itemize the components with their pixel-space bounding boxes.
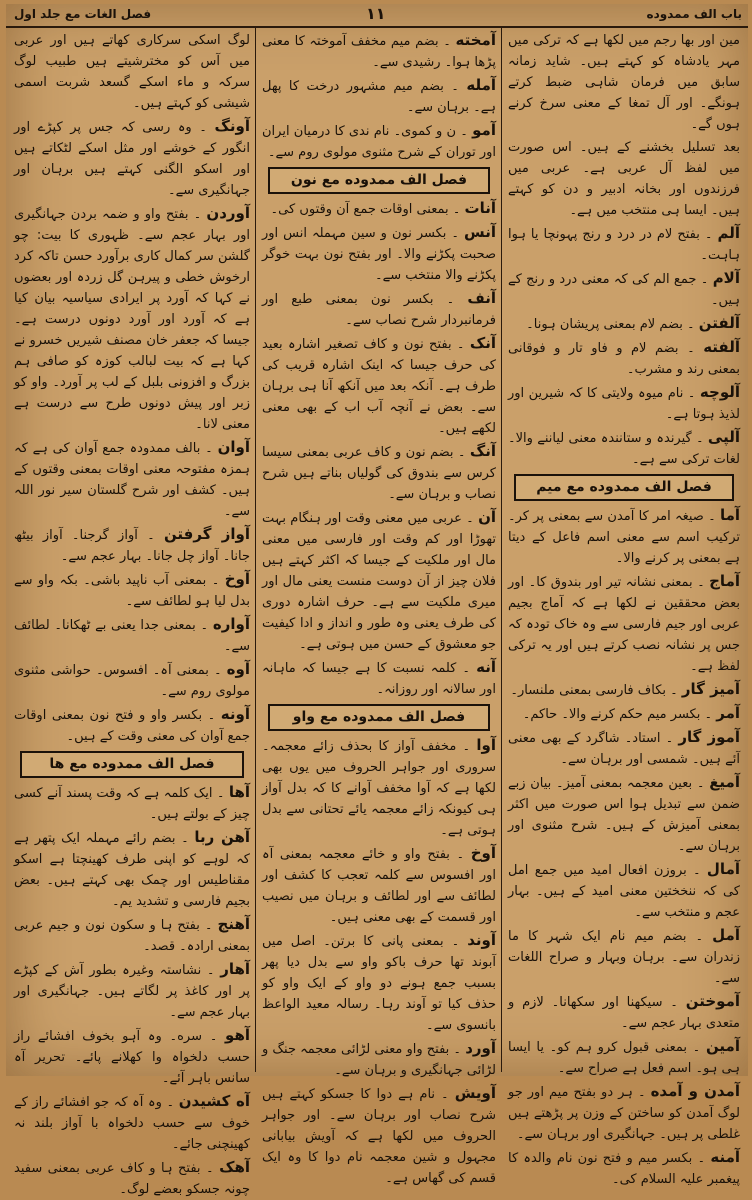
dictionary-entry: آموز گار ۔ استاد۔ شاگرد کے بھی معنی آئے ہیں۔ شمسی اور برہان سے۔ — [508, 728, 740, 767]
section-heading-noon: فصل الف ممدوده مع نون — [268, 167, 490, 194]
entries-group — [262, 30, 496, 163]
entry-headword: آهار — [220, 960, 250, 978]
entry-definition: ہر دو بفتح میم اور جو لوگ آمدن کو ساختن کے وزن پر پڑھتے ہیں غلطی پر ہیں۔ جہانگیری اور برہان سے۔ — [508, 1085, 740, 1142]
entries-group — [262, 198, 496, 700]
entry-definition: جمع الم کی کہ معنی درد و رنج کے ہیں۔ — [508, 272, 740, 308]
entry-definition: بعد تسلیل بخشنے کے ہیں۔ اس صورت میں لفظ آل عربی ہے۔ عربی میں فرزندوں اور بخانہ ادبیر و دن کو کہتے ہیں۔ ایسا ہی منتخب میں ہے۔ — [508, 140, 740, 218]
dictionary-entry: آورد ۔ بفتح واو معنی لڑائی معجمہ جنگ و لڑائی جہانگیری و برہان سے۔ — [262, 1039, 496, 1078]
dictionary-entry: آوا ۔ مخفف آواز کا بحذف زائے معجمہ۔ سروری اور جواہر الحروف میں یوں بھی لکھا ہے کہ آوا مخفف آوانے کا کہ بدل آواز ہی کیونکہ زائے معجمہ یائے تحتانی سے بدل ہوتی ہے۔ — [262, 736, 496, 838]
section-heading-meem: فصل الف ممدوده مع میم — [514, 474, 734, 501]
dictionary-entry: آلپی ۔ گیرندہ و ستانندہ معنی لیاننے والا۔ لغات ترکی سے ہے۔ — [508, 428, 740, 467]
entry-definition: بضم میم مخفف آموختہ کا معنی پڑھا ہوا۔ رشیدی سے۔ — [262, 34, 496, 70]
entry-definition: بمعنی قبول کرو ہم کو۔ یا ایسا ہی ہو۔ اسم فعل ہے صراح سے۔ — [508, 1040, 740, 1076]
entry-definition: بضم نون و کاف عربی بمعنی سیسا کرس سے بندوق کی گولیاں بناتے ہیں شرح نصاب و برہان سے۔ — [262, 445, 496, 502]
entry-definition: ایک کلمہ ہے کہ وقت پسند آنے کسی چیز کے بولتے ہیں۔ — [14, 786, 250, 822]
entry-definition: مین اور بھا رجم میں لکھا ہے کہ ترکی میں مہر یادشاہ کو کہتے ہیں۔ شاید زمانہ سابق میں فرمان شاہی ضبط کرتے ہونگے۔ اور آل تمغا کے معنی سرخ کرنے ہوں گے۔ — [508, 33, 740, 132]
entry-definition: عربی میں معنی وقت اور ہنگام بہت تھوڑا اور کم وقت اور فارسی میں معنی مال اور ملکیت کے جیسا کہ اکثر کہتے ہیں فلان چیز از آن دوست منست یعنی مال اور میری ملکیت سے ہے۔ حرف اشارہ دوری کی طرف یعنی وہ طور و انداز و ادا کیفیت جو معشوق کے حسن میں ہوتی ہے۔ — [262, 511, 496, 652]
entry-definition: بکسر میم حکم کرنے والا۔ حاکم۔ — [522, 707, 701, 722]
entry-headword: آنه — [476, 658, 496, 676]
section-heading-waw: فصل الف ممدوده مع واو — [268, 704, 490, 731]
dictionary-entry: آوخ ۔ بمعنی آب ناپید باشی۔ بکہ واو سے بدل لیا ہو لطائف سے۔ — [14, 570, 250, 609]
dictionary-entry: آهک ۔ بفتح ہا و کاف عربی بمعنی سفید چونہ جسکو بعضے لوگ۔ — [14, 1158, 250, 1197]
entry-headword: آمال — [706, 860, 740, 878]
dictionary-entry: آوان ۔ بالف ممدودہ جمع آوان کی ہے کہ ہمزہ مفتوحہ معنی اوقات بمعنی وقتوں کے ہیں۔ کشف اور شرح گلستان سیر نور اللہ سے۔ — [14, 438, 250, 519]
entry-definition: گیرندہ و ستانندہ معنی لیاننے والا۔ لغات ترکی سے ہے۔ — [508, 431, 740, 467]
entry-definition: ن و کموی۔ نام ندی کا درمیان ایران اور توران کے شرح مثنوی مولوی روم سے۔ — [262, 124, 496, 160]
entry-headword: آماج — [709, 572, 740, 590]
dictionary-entry: آواره ۔ بمعنی جدا یعنی بے ٹھکانا۔ لطائف سے۔ — [14, 615, 250, 654]
dictionary-entry: آن ۔ عربی میں معنی وقت اور ہنگام بہت تھوڑا اور کم وقت اور فارسی میں معنی مال اور ملکیت کے جیسا کہ اکثر کہتے ہیں فلان چیز از آن دوست منست یعنی مال اور میری ملکیت سے ہے۔ حرف اشارہ دوری کی طرف یعنی وہ طور و انداز و ادا کیفیت جو معشوق کے حسن میں ہوتی ہے۔ — [262, 508, 497, 652]
entry-headword: آلفته — [703, 338, 740, 356]
entry-definition: بمعنی آہ۔ افسوس۔ حواشی مثنوی مولوی روم سے۔ — [14, 663, 250, 699]
entry-definition: لوگ اسکی سرکاری کھاتے ہیں اور عربی میں آس کو مخترشیتے ہیں طبیب لوگ سرکہ و ماء اسکے گسعد شربت اسمی شیشی کو کہتے ہیں۔ — [14, 33, 250, 111]
entry-headword: آموختن — [685, 992, 740, 1010]
entry-definition: بمعنی پانی کا برتن۔ اصل میں آبوند تھا حرف باکو واو سے بدل دیا پھر بسبب جمع ہونے دو واو کے ایک واو کو حذف کیا تو آوند رہا۔ رسالہ معید الواعظ بانسوی سے۔ — [262, 934, 496, 1033]
dictionary-entry: آمر ۔ بکسر میم حکم کرنے والا۔ حاکم۔ — [522, 704, 740, 722]
dictionary-entry: آوردن ۔ بفتح واو و ضمہ بردن جہانگیری اور بہار عجم سے۔ ظہوری کا بیت: چو گلشن سر کمال کاری برآورد حسن تاکہ کرد ارخوش خطی و پیرہن گل زردہ اور بعضوں نے کہا کہ آورد پر ایرادی سیاسیہ بیان کیا ہے کہ آورد اور آورد دونوں درست ہے۔ جیسا کہ جعفر خان مصنف شیریں خسرو نے کہا ہے کہ بیت لبالب کوزہ کو صافی ہم بزرگ و افزونی بلبل کے لب پر آورد۔ واو کو زبر اور پیش دونوں طرح سے درست ہے معنی لانا۔ — [14, 204, 250, 432]
entry-headword: آوان — [217, 438, 250, 456]
entry-headword: آهک — [219, 1158, 250, 1176]
entry-headword: آلفتن — [698, 314, 740, 332]
entry-headword: آهو — [225, 1026, 250, 1044]
entry-headword: آمیغ — [709, 773, 740, 791]
entry-definition: بضم میم مشہور درخت کا پھل ہے۔ برہان سے۔ — [262, 79, 496, 115]
dictionary-entry: آنف ۔ بکسر نون بمعنی طبع اور فرمانبردار شرح نصاب سے۔ — [262, 289, 496, 328]
dictionary-entry: آمخته ۔ بضم میم مخفف آموختہ کا معنی پڑھا ہوا۔ رشیدی سے۔ — [262, 31, 496, 70]
dictionary-entry — [508, 30, 740, 135]
column-right — [508, 30, 740, 1187]
entry-definition: بکسر نون و سین مہملہ انس اور صحبت پکڑنے والا۔ اور بفتح نون بہت خوگر پکڑنے والا منتخب سے۔ — [262, 226, 496, 283]
section-heading-ha: فصل الف ممدوده مع ها — [20, 751, 244, 778]
column-left — [14, 30, 251, 1197]
dictionary-entry: آوند ۔ بمعنی پانی کا برتن۔ اصل میں آبوند تھا حرف باکو واو سے بدل دیا پھر بسبب جمع ہونے دو واو کے ایک واو کو حذف کیا تو آوند رہا۔ رسالہ معید الواعظ بانسوی سے۔ — [262, 931, 496, 1033]
dictionary-entry: آنه ۔ کلمہ نسبت کا ہے جیسا کہ ماہانہ اور سالانہ اور روزانہ۔ — [262, 658, 496, 697]
entry-definition: سره۔ وہ آہو بخوف افشائے راز حسب دلخواہ وا کھلانے پائے۔ تحریر آہ سانس باہر آئے۔ — [14, 1029, 250, 1086]
dictionary-entry: آوه ۔ بمعنی آہ۔ افسوس۔ حواشی مثنوی مولوی روم سے۔ — [14, 660, 250, 699]
dictionary-entry: آونه ۔ بکسر واو و فتح نون بمعنی اوقات جمع آوان کی معنی وقت کے ہیں۔ — [14, 705, 250, 744]
entry-headword: آوخ — [470, 844, 496, 862]
entry-headword: آویش — [454, 1084, 496, 1102]
dictionary-entry: آها ۔ ایک کلمہ ہے کہ وقت پسند آنے کسی چیز کے بولتے ہیں۔ — [14, 783, 250, 822]
entry-definition: بفتح واو و خائے معجمہ بمعنی آہ اور افسوس سے کلمہ تعجب کا کشف اور لطائف سے اور لطائف و برہان میں نصیب اور قسمت کے بھی معنی ہیں۔ — [262, 847, 496, 925]
dictionary-entry — [508, 137, 740, 221]
entry-definition: بکسر واو و فتح نون بمعنی اوقات جمع آوان کی معنی وقت کے ہیں۔ — [14, 708, 250, 744]
column-divider — [501, 28, 502, 1072]
entry-headword: آنک — [469, 334, 496, 352]
entry-headword: آلم — [717, 224, 740, 242]
dictionary-entry: آهار ۔ نشاستہ وغیرہ بطور آش کے کپڑے پر اور کاغذ پر لگاتے ہیں۔ جہانگیری اور بہار عجم سے۔ — [14, 960, 250, 1020]
entry-headword: آلام — [712, 269, 740, 287]
entry-definition: بفتح نون و کاف تصغیر اشارہ بعید کی حرف جیسا کہ اینک اشارہ قریب کی طرف ہے۔ آنکہ بعد میں آنکھ آنا ہی برہان سے۔ بعض نے آنچہ آب اب کے بھی معنی لکھے ہیں۔ — [262, 337, 496, 436]
dictionary-entry: آوخ ۔ بفتح واو و خائے معجمہ بمعنی آہ اور افسوس سے کلمہ تعجب کا کشف اور لطائف سے اور لطائف و برہان میں نصیب اور قسمت کے بھی معنی ہیں۔ — [262, 844, 496, 925]
dictionary-entry: آمل ۔ بضم میم نام ایک شہر کا ما زندران سے۔ برہان وبہار و صراح اللغات سے۔ — [508, 926, 740, 986]
entry-headword: آمدن و آمده — [650, 1082, 740, 1100]
dictionary-entry: آمین ۔ بمعنی قبول کرو ہم کو۔ یا ایسا ہی ہو۔ اسم فعل ہے صراح سے۔ — [508, 1037, 740, 1076]
entry-definition: بفتح لام در درد و رنج پہونچا یا ہوا ہاہت۔ — [508, 227, 740, 263]
entry-definition: بالف ممدودہ جمع آوان کی ہے کہ ہمزہ مفتوحہ معنی اوقات بمعنی وقتوں کے ہیں۔ کشف اور شرح گلستان سیر نور اللہ سے۔ — [14, 441, 250, 519]
entry-definition: نشاستہ وغیرہ بطور آش کے کپڑے پر اور کاغذ پر لگاتے ہیں۔ جہانگیری اور بہار عجم سے۔ — [14, 963, 250, 1020]
entry-headword: آونه — [220, 705, 250, 723]
entry-headword: آهن ربا — [194, 828, 250, 846]
entry-headword: آنات — [464, 199, 496, 217]
entry-headword: آها — [228, 783, 250, 801]
entry-headword: آوا — [476, 736, 496, 754]
entries-group — [508, 505, 740, 1190]
dictionary-entry: آلم ۔ بفتح لام در درد و رنج پہونچا یا ہوا ہاہت۔ — [508, 224, 740, 263]
entry-headword: آواز گرفتن — [163, 525, 250, 543]
entry-definition: سیکھنا اور سکھانا۔ لازم و متعدی بہار عجم سے۔ — [508, 995, 740, 1031]
dictionary-entry: آماج ۔ بمعنی نشانہ تیر اور بندوق کا۔ اور بعض محققین نے لکھا ہے کہ آماج بجیم عربی اور جیم فارسی سے وہ خاک تودہ کہ جس پر نشانہ نصب کرتے ہیں اور یہ ترکی لفظ ہے۔ — [508, 572, 740, 674]
column-middle — [262, 30, 497, 1186]
entry-headword: آمو — [472, 121, 496, 139]
dictionary-entry: آنگ ۔ بضم نون و کاف عربی بمعنی سیسا کرس سے بندوق کی گولیاں بناتے ہیں شرح نصاب و برہان سے۔ — [262, 442, 496, 502]
entry-definition: بکسر میم و فتح نون نام والدہ کا پیغمبر علیہ السلام کی۔ — [508, 1151, 740, 1187]
entry-headword: آما — [719, 506, 740, 524]
entry-headword: آنگ — [469, 442, 496, 460]
entry-definition: بروزن افعال امید میں جمع امل کی کہ ننخختین معنی امید کے ہیں۔ بہار عجم و منتخب سے۔ — [508, 863, 740, 920]
dictionary-entry: آمیز گار ۔ بکاف فارسی بمعنی ملنسار۔ — [510, 680, 740, 698]
dictionary-entry: آهنج ۔ بفتح ہا و سکون نون و جیم عربی بمعنی ارادہ۔ قصد۔ — [14, 915, 250, 954]
dictionary-entry: آهن ربا ۔ بضم رائے مہملہ ایک پتھر ہے کہ لوہے کو اپنی طرف کھینچتا ہے اسکو مقناطیس اور چمک بھی کہتے ہیں۔ بعض بجیم فارسی و تشدید یم۔ — [14, 828, 250, 909]
dictionary-entry: آنس ۔ بکسر نون و سین مہملہ انس اور صحبت پکڑنے والا۔ اور بفتح نون بہت خوگر پکڑنے والا منتخب سے۔ — [262, 223, 496, 283]
header-book-title: فصل الغات مع جلد اول — [14, 7, 152, 21]
entries-group — [262, 735, 496, 1189]
entries-group — [14, 782, 250, 1200]
entry-definition: بفتح ہا و کاف عربی بمعنی سفید چونہ جسکو بعضے لوگ۔ — [14, 1161, 250, 1197]
entry-definition: کلمہ نسبت کا ہے جیسا کہ ماہانہ اور سالانہ اور روزانہ۔ — [262, 661, 496, 697]
dictionary-entry: آویش ۔ نام ہے دوا کا جسکو کہتے ہیں شرح نصاب اور برہان سے۔ اور جواہر الحروف میں لکھا ہے کہ آویش بیابانی مجہول و شین معجمہ نام دوا کا وہ ایک قسم کی گھاس ہے۔ — [262, 1084, 496, 1186]
column-divider — [255, 28, 256, 1072]
entry-definition: وہ آہ کہ جو افشائے راز کے خوف سے حسب دلخواہ با آواز بلند نہ کھینچنی جائے۔ — [14, 1095, 250, 1152]
dictionary-entry: آه کشیدن ۔ وہ آہ کہ جو افشائے راز کے خوف سے حسب دلخواہ با آواز بلند نہ کھینچنی جائے۔ — [14, 1092, 251, 1152]
entry-headword: آمل — [712, 926, 740, 944]
entry-definition: بمعنی نشانہ تیر اور بندوق کا۔ اور بعض محققین نے لکھا ہے کہ آماج بجیم عربی اور جیم فارسی سے وہ خاک تودہ کہ جس پر نشانہ نصب کرتے ہیں اور یہ ترکی لفظ ہے۔ — [508, 575, 740, 674]
page-header — [6, 4, 748, 28]
entries-group — [14, 30, 250, 747]
dictionary-entry: آمیغ ۔ بعین معجمہ بمعنی آمیز۔ بیان زبے ضمن سے تبدیل ہوا اس صورت میں اکثر بمعنی آمیزش کے ہیں۔ شرح مثنوی اور برہان سے۔ — [508, 773, 740, 854]
entry-headword: آوردن — [206, 204, 250, 222]
entry-definition: بضم رائے مہملہ ایک پتھر ہے کہ لوہے کو اپنی طرف کھینچتا ہے اسکو مقناطیس اور چمک بھی کہتے ہیں۔ بعض بجیم فارسی و تشدید یم۔ — [14, 831, 250, 909]
dictionary-entry: آونگ ۔ وہ رسی کہ جس پر کپڑے اور انگور کے خوشے اور مثل اسکے لٹکاتے ہیں اور اسکو الگنی کہتے ہیں برہان اور جہانگیری سے۔ — [14, 117, 250, 198]
dictionary-entry: آمال ۔ بروزن افعال امید میں جمع امل کی کہ ننخختین معنی امید کے ہیں۔ بہار عجم و منتخب سے۔ — [508, 860, 740, 920]
entry-definition: بفتح ہا و سکون نون و جیم عربی بمعنی ارادہ۔ قصد۔ — [14, 918, 250, 954]
entry-headword: آلپی — [707, 428, 740, 446]
entries-group — [508, 30, 740, 470]
dictionary-entry: آلفتن ۔ بضم لام بمعنی پریشان ہونا۔ — [526, 314, 740, 332]
entry-definition: بفتح واو و ضمہ بردن جہانگیری اور بہار عجم سے۔ ظہوری کا بیت: چو گلشن سر کمال کاری برآورد حسن تاکہ کرد ارخوش خطی و پیرہن گل زردہ اور بعضوں نے کہا کہ آورد پر ایرادی سیاسیہ بیان کیا ہے کہ آورد اور آورد دونوں درست ہے۔ جیسا کہ جعفر خان مصنف شیریں خسرو نے کہا ہے کہ بیت لبالب کوزہ کو صافی ہم بزرگ و افزونی بلبل کے لب پر آورد۔ واو کو زبر اور پیش دونوں طرح سے درست ہے معنی لانا۔ — [14, 207, 250, 432]
entry-headword: آنس — [464, 223, 496, 241]
dictionary-entry: آهو ۔ سره۔ وہ آہو بخوف افشائے راز حسب دلخواہ وا کھلانے پائے۔ تحریر آہ سانس باہر آئے۔ — [14, 1026, 250, 1086]
dictionary-entry: آنک ۔ بفتح نون و کاف تصغیر اشارہ بعید کی حرف جیسا کہ اینک اشارہ قریب کی طرف ہے۔ آنکہ بعد میں آنکھ آنا ہی برہان سے۔ بعض نے آنچہ آب اب کے بھی معنی لکھے ہیں۔ — [262, 334, 496, 436]
dictionary-entry: آلوچه ۔ نام میوہ ولایتی کا کہ شیرین اور لذیذ ہوتا ہے۔ — [508, 383, 740, 422]
entry-definition: نام میوہ ولایتی کا کہ شیرین اور لذیذ ہوتا ہے۔ — [508, 386, 740, 422]
entry-definition: نام ہے دوا کا جسکو کہتے ہیں شرح نصاب اور برہان سے۔ اور جواہر الحروف میں لکھا ہے کہ آویش بیابانی مجہول و شین معجمہ نام دوا کا وہ ایک قسم کی گھاس ہے۔ — [262, 1087, 496, 1186]
entry-definition: بمعنی اوقات جمع آن وقتوں کی۔ — [270, 202, 449, 217]
entry-definition: بعین معجمہ بمعنی آمیز۔ بیان زبے ضمن سے تبدیل ہوا اس صورت میں اکثر بمعنی آمیزش کے ہیں۔ شرح مثنوی اور برہان سے۔ — [508, 776, 740, 854]
entry-definition: بضم لام و فاو تار و فوقانی بمعنی رند و مشرب۔ — [508, 341, 740, 377]
entry-definition: آواز گرجنا۔ آواز بیٹھ جانا۔ آواز چل جانا۔ بہار عجم سے۔ — [14, 528, 250, 564]
entry-definition: بفتح واو معنی لڑائی معجمہ جنگ و لڑائی جہانگیری و برہان سے۔ — [262, 1042, 496, 1078]
entry-definition: وہ رسی کہ جس پر کپڑے اور انگور کے خوشے اور مثل اسکے لٹکاتے ہیں اور اسکو الگنی کہتے ہیں برہان اور جہانگیری سے۔ — [14, 120, 250, 198]
dictionary-entry: آمنه ۔ بکسر میم و فتح نون نام والدہ کا پیغمبر علیہ السلام کی۔ — [508, 1148, 740, 1187]
entry-headword: آوخ — [224, 570, 250, 588]
dictionary-page — [6, 4, 748, 1197]
header-chapter-title: باب الف ممدوده — [646, 7, 742, 21]
entry-definition: بمعنی جدا یعنی بے ٹھکانا۔ لطائف سے۔ — [14, 618, 250, 654]
entry-headword: آن — [478, 508, 497, 526]
entry-headword: آهنج — [217, 915, 250, 933]
dictionary-entry: آلفته ۔ بضم لام و فاو تار و فوقانی بمعنی رند و مشرب۔ — [508, 338, 740, 377]
entry-headword: آمر — [716, 704, 740, 722]
dictionary-entry: آمله ۔ بضم میم مشہور درخت کا پھل ہے۔ برہان سے۔ — [262, 76, 497, 115]
entry-definition: بکسر نون بمعنی طبع اور فرمانبردار شرح نصاب سے۔ — [262, 292, 496, 328]
page-number: ١١ — [366, 4, 386, 23]
entry-headword: آورد — [465, 1039, 496, 1057]
dictionary-entry: آواز گرفتن ۔ آواز گرجنا۔ آواز بیٹھ جانا۔ آواز چل جانا۔ بہار عجم سے۔ — [14, 525, 250, 564]
entry-headword: آمین — [705, 1037, 740, 1055]
dictionary-entry: آموختن ۔ سیکھنا اور سکھانا۔ لازم و متعدی بہار عجم سے۔ — [508, 992, 740, 1031]
entry-headword: آمخته — [455, 31, 496, 49]
entry-definition: بکاف فارسی بمعنی ملنسار۔ — [510, 683, 666, 698]
entry-headword: آمیز گار — [681, 680, 740, 698]
entry-headword: آموز گار — [678, 728, 740, 746]
dictionary-entry: آلام ۔ جمع الم کی کہ معنی درد و رنج کے ہیں۔ — [508, 269, 740, 308]
entry-headword: آوند — [467, 931, 496, 949]
entry-definition: بضم لام بمعنی پریشان ہونا۔ — [526, 317, 683, 332]
entry-headword: آه کشیدن — [178, 1092, 251, 1110]
dictionary-entry: آنات ۔ بمعنی اوقات جمع آن وقتوں کی۔ — [270, 199, 496, 217]
entry-headword: آونگ — [214, 117, 250, 135]
entry-definition: بضم میم نام ایک شہر کا ما زندران سے۔ برہان وبہار و صراح اللغات سے۔ — [508, 929, 740, 986]
dictionary-entry: آما ۔ صیغہ امر کا آمدن سے بمعنی پر کر۔ ترکیب اسم سے معنی اسم فاعل کے دیتا ہے بمعنی پر کرنے والا۔ — [508, 506, 740, 566]
entry-headword: آمله — [466, 76, 497, 94]
entry-headword: آلوچه — [699, 383, 740, 401]
entry-headword: آوه — [226, 660, 250, 678]
dictionary-entry — [14, 30, 250, 114]
entry-definition: بمعنی آب ناپید باشی۔ بکہ واو سے بدل لیا ہو لطائف سے۔ — [14, 573, 250, 609]
entry-definition: استاد۔ شاگرد کے بھی معنی آئے ہیں۔ شمسی اور برہان سے۔ — [508, 731, 740, 767]
entry-definition: مخفف آواز کا بحذف زائے معجمہ۔ سروری اور جواہر الحروف میں یوں بھی لکھا ہے کہ آوا مخفف آوانے کا کہ بدل آواز ہی کیونکہ زائے معجمہ یائے تحتانی سے بدل ہوتی ہے۔ — [262, 739, 496, 838]
dictionary-entry: آمو ۔ ن و کموی۔ نام ندی کا درمیان ایران اور توران کے شرح مثنوی مولوی روم سے۔ — [262, 121, 496, 160]
dictionary-entry: آمدن و آمده ۔ ہر دو بفتح میم اور جو لوگ آمدن کو ساختن کے وزن پر پڑھتے ہیں غلطی پر ہیں۔ جہانگیری اور برہان سے۔ — [508, 1082, 740, 1142]
entry-headword: آواره — [212, 615, 250, 633]
entry-definition: صیغہ امر کا آمدن سے بمعنی پر کر۔ ترکیب اسم سے معنی اسم فاعل کے دیتا ہے بمعنی پر کرنے والا۔ — [508, 509, 740, 566]
entry-headword: آمنه — [710, 1148, 740, 1166]
entry-headword: آنف — [467, 289, 496, 307]
